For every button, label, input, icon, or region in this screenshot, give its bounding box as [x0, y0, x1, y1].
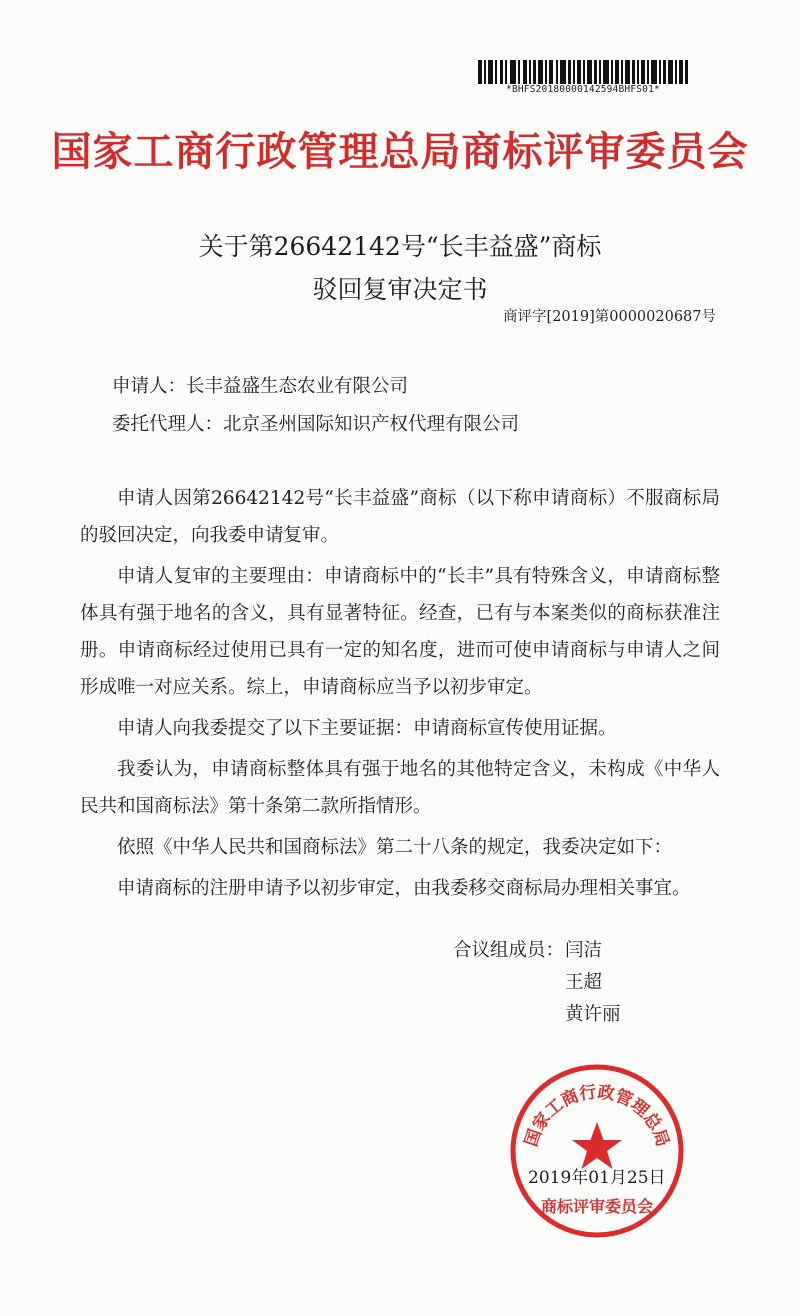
paragraph: 依照《中华人民共和国商标法》第二十八条的规定，我委决定如下：: [117, 837, 673, 858]
applicant-line: 申请人：长丰益盛生态农业有限公司: [112, 376, 409, 397]
document-title-line1: 关于第26642142号“长丰益盛”商标: [198, 232, 602, 261]
decision-body: [80, 480, 720, 911]
official-seal: [508, 1062, 686, 1240]
paragraph: 我委认为，申请商标整体具有强于地名的其他特定含义，未构成《中华人民共和国商标法》第十条第二款所指情形。: [80, 759, 720, 817]
document-title-line2: 驳回复审决定书: [312, 275, 488, 304]
panel-label: 合议组成员：: [453, 940, 565, 961]
member-name: 黄许丽: [565, 1004, 621, 1025]
seal-bottom-text: 商标评审委员会: [540, 1197, 654, 1216]
barcode-number: *BHFS20180000142594BHFS01*: [506, 84, 660, 95]
member-name: 王超: [565, 972, 603, 993]
star-icon: [572, 1122, 622, 1169]
paragraph: 申请人因第26642142号“长丰益盛”商标（以下称申请商标）不服商标局的驳回决定，向我委申请复审。: [80, 488, 720, 546]
paragraph: 申请人向我委提交了以下主要证据：申请商标宣传使用证据。: [117, 718, 617, 739]
decision-date: 2019年01月25日: [528, 1168, 666, 1188]
document-number: 商评字[2019]第0000020687号: [503, 309, 716, 325]
paragraph: 申请商标的注册申请予以初步审定，由我委移交商标局办理相关事宜。: [117, 878, 691, 899]
panel-members: [453, 935, 713, 1031]
organization-header: 国家工商行政管理总局商标评审委员会: [51, 129, 749, 175]
seal-top-text: 国家工商行政管理总局: [521, 1082, 673, 1150]
member-name: 闫洁: [565, 940, 603, 961]
paragraph: 申请人复审的主要理由：申请商标中的“长丰”具有特殊含义，申请商标整体具有强于地名的含义，具有显著特征。经查，已有与本案类似的商标获准注册。申请商标经过使用已具有一定的知名度，进而可使申请商标与申请人之间形成唯一对应关系。综上，申请商标应当予以初步审定。: [80, 566, 720, 698]
agent-line: 委托代理人：北京圣州国际知识产权代理有限公司: [112, 414, 520, 435]
